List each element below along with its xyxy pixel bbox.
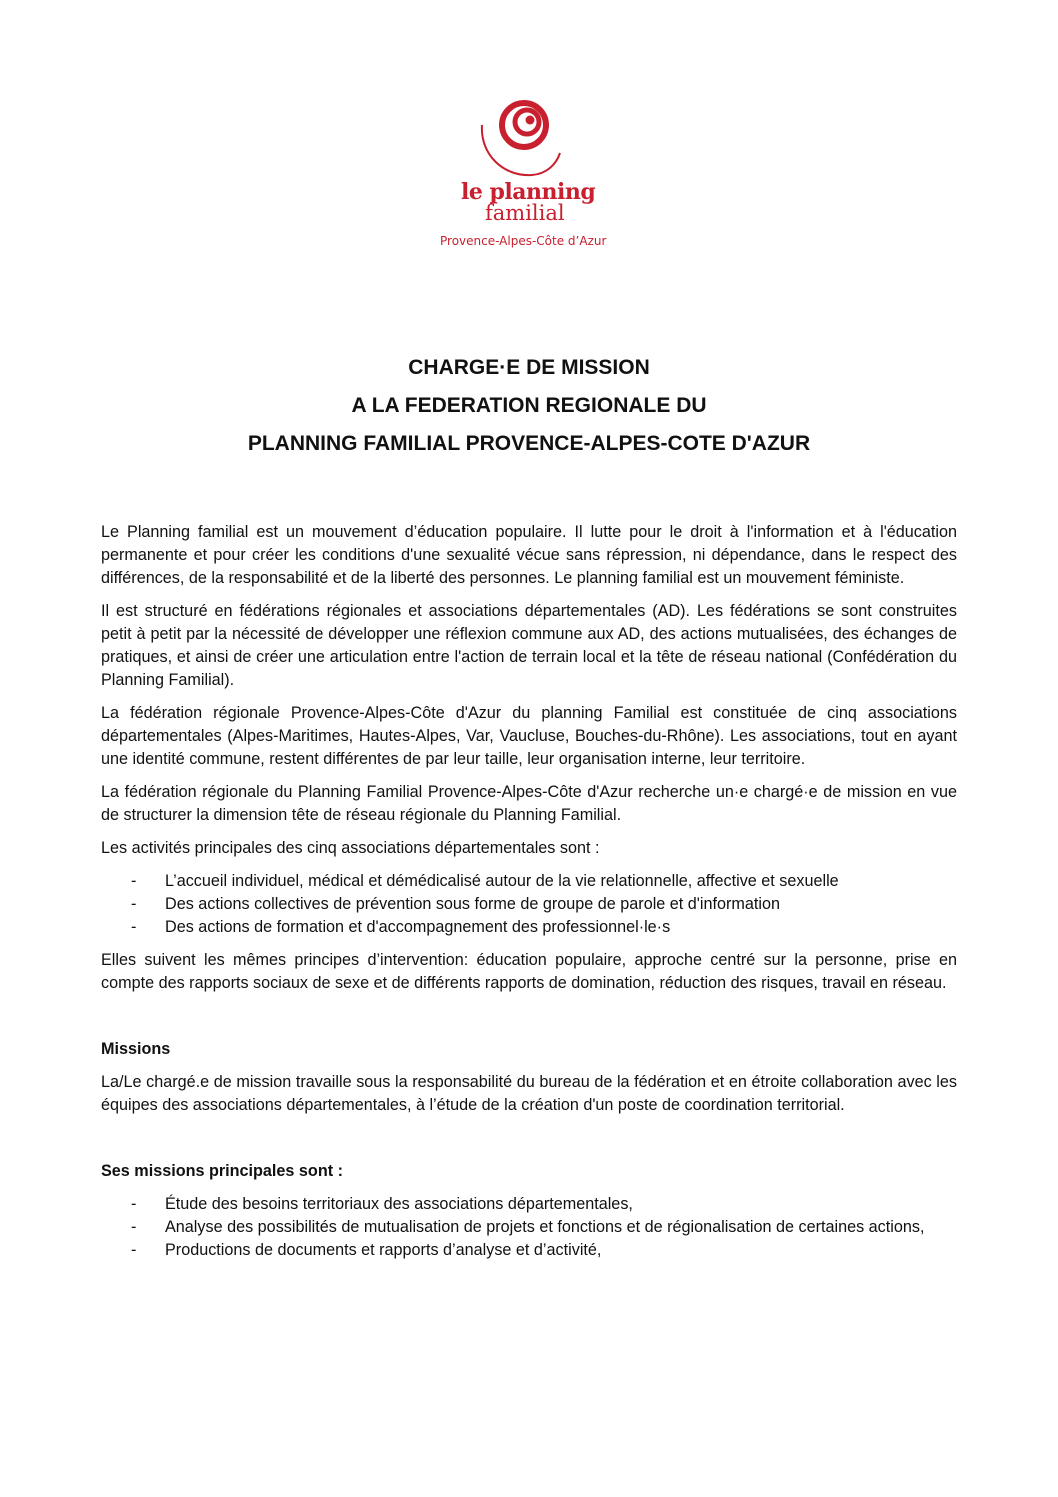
bullet-dash: -	[131, 918, 137, 936]
logo-region: Provence-Alpes-Côte d’Azur	[440, 234, 607, 248]
list-item: - Analyse des possibilités de mutualisation de projets et fonctions et de régionalisation de certaines actions,	[101, 1216, 957, 1239]
list-item: - L’accueil individuel, médical et démédicalisé autour de la vie relationnelle, affective et sexuelle	[101, 870, 957, 893]
list-item: - Étude des besoins territoriaux des associations départementales,	[101, 1193, 957, 1216]
recruitment-paragraph: La fédération régionale du Planning Familial Provence-Alpes-Côte d'Azur recherche un·e chargé·e de mission en vue de structurer la dimension tête de réseau régionale du Planning Familial.	[101, 783, 957, 824]
list-item: - Des actions collectives de prévention sous forme de groupe de parole et d'information	[101, 893, 957, 916]
list-item: - Productions de documents et rapports d’analyse et d’activité,	[101, 1239, 957, 1262]
bullet-dash: -	[131, 1241, 137, 1259]
title-line-3: PLANNING FAMILIAL PROVENCE-ALPES-COTE D'AZUR	[247, 432, 811, 455]
federation-paragraph: La fédération régionale Provence-Alpes-Côte d'Azur du planning Familial est constituée de cinq associations départementales (Alpes-Maritimes, Hautes-Alpes, Var, Vaucluse, Bouches-du-Rhône). Les associations, tout en ayant une identité commune, restent différentes de par leur taille, leur organisation interne, leur territoire.	[101, 704, 957, 768]
missions-paragraph: La/Le chargé.e de mission travaille sous la responsabilité du bureau de la fédération et en étroite collaboration avec les équipes des associations départementales, à l’étude de la création d'un poste de coordination territorial.	[101, 1073, 957, 1114]
bullet-dash: -	[131, 1218, 137, 1236]
bullet-dash: -	[131, 872, 137, 890]
document-body	[101, 521, 957, 1272]
activities-list	[101, 870, 957, 939]
main-missions-list	[101, 1193, 957, 1262]
intro-paragraph: Le Planning familial est un mouvement d’éducation populaire. Il lutte pour le droit à l'information et à l'éducation permanente et pour créer les conditions d'une sexualité vécue sans répression, ni dépendance, dans le respect des différences, de la responsabilité et de la liberté des personnes. Le planning familial est un mouvement féministe.	[101, 523, 957, 587]
bullet-dash: -	[131, 895, 137, 913]
main-missions-heading: Ses missions principales sont :	[101, 1162, 343, 1180]
activities-intro: Les activités principales des cinq associations départementales sont :	[101, 839, 600, 857]
document-title	[0, 354, 1058, 468]
title-line-1: CHARGE·E DE MISSION	[408, 356, 650, 379]
logo-wordmark-line1: le planning	[461, 179, 596, 205]
missions-heading: Missions	[101, 1040, 171, 1058]
planning-familial-logo	[430, 95, 630, 255]
bullet-dash: -	[131, 1195, 137, 1213]
list-item: - Des actions de formation et d'accompagnement des professionnel·le·s	[101, 916, 957, 939]
logo-wordmark-line2: familial	[485, 201, 565, 225]
structure-paragraph: Il est structuré en fédérations régionales et associations départementales (AD). Les fédérations se sont construites petit à petit par la nécessité de développer une réflexion commune aux AD, des actions mutualisées, des échanges de pratiques, et ainsi de créer une articulation entre l'action de terrain local et la tête de réseau national (Confédération du Planning Familial).	[101, 602, 957, 689]
spiral-logo-icon	[474, 95, 564, 185]
title-line-2: A LA FEDERATION REGIONALE DU	[351, 394, 707, 417]
principles-paragraph: Elles suivent les mêmes principes d’intervention: éducation populaire, approche centré sur la personne, prise en compte des rapports sociaux de sexe et de différents rapports de domination, réduction des risques, travail en réseau.	[101, 951, 957, 992]
